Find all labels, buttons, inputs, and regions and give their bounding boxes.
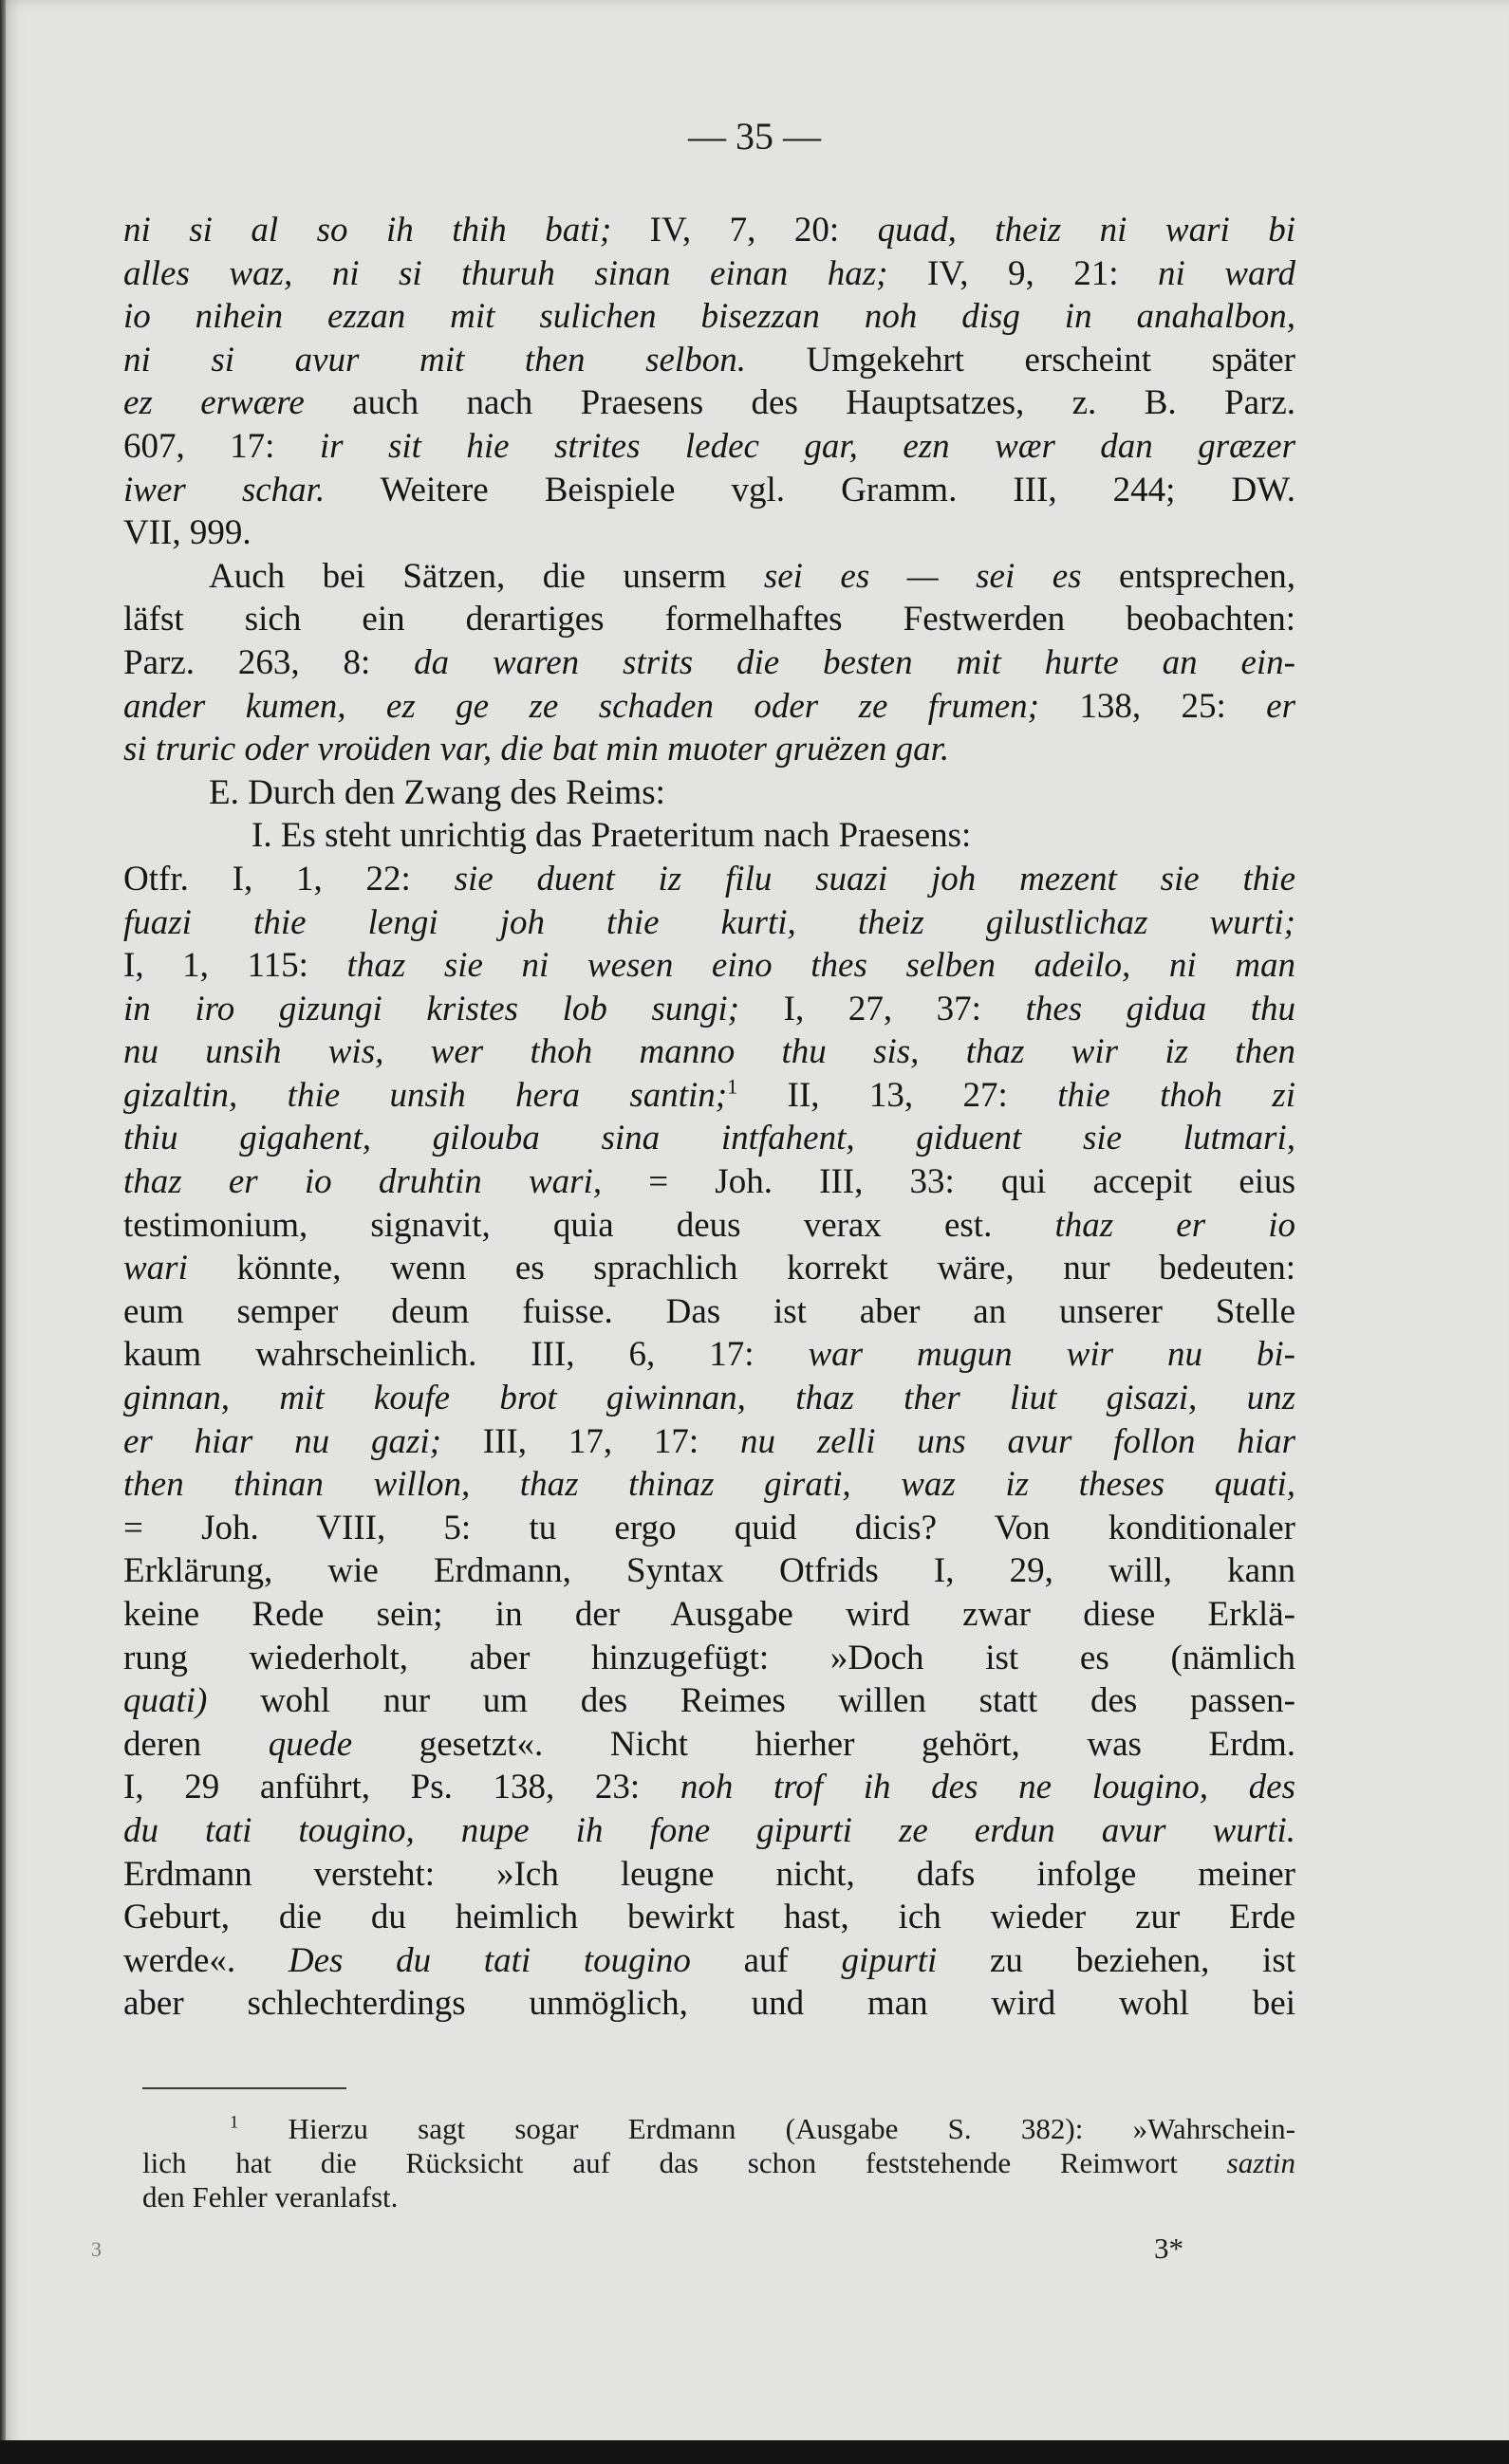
text-run: nu unsih wis, wer thoh manno thu sis, thaz wir iz then [123, 1032, 1295, 1072]
text-run: testimonium, signavit, quia deus verax est. [123, 1205, 1055, 1245]
text-run: den Fehler veranlafst. [142, 2180, 399, 2214]
body-line [123, 685, 1295, 729]
text-run: II, 13, 27: [737, 1075, 1058, 1115]
text-run: gizaltin, thie unsih hera santin; [123, 1075, 728, 1115]
text-run: du tati tougino, nupe ih fone gipurti ze erdun avur wurti. [123, 1810, 1295, 1850]
body-line [123, 1247, 1295, 1290]
text-run: si truric oder vroüden var, die bat min muoter gruëzen gar. [123, 730, 950, 769]
text-run: thaz sie ni wesen eino thes selben adeilo, ni man [346, 946, 1295, 986]
body-line [123, 1204, 1295, 1248]
body-line [123, 1593, 1295, 1637]
text-run: wari [123, 1249, 188, 1288]
body-line [123, 339, 1295, 382]
text-run: = Joh. III, 33: qui accepit eius [602, 1162, 1295, 1202]
text-run: Otfr. I, 1, 22: [123, 859, 455, 899]
text-run: auch nach Praesens des Hauptsatzes, z. B. Parz. [304, 383, 1295, 423]
body-line [123, 1290, 1295, 1334]
body-line [123, 295, 1295, 339]
text-run: then thinan willon, thaz thinaz girati, waz iz theses quati, [123, 1465, 1295, 1505]
signature-mark: 3* [1154, 2232, 1183, 2265]
footnote-rule [142, 2087, 346, 2089]
text-run: alles waz, ni si thuruh sinan einan haz; [123, 253, 888, 293]
text-run: 607, 17: [123, 426, 320, 466]
text-run: I, 27, 37: [739, 989, 1026, 1028]
body-line [123, 1982, 1295, 2026]
main-text [123, 209, 1295, 2026]
scan-bottom-edge [0, 2440, 1509, 2464]
text-run: thaz er io [1054, 1205, 1295, 1245]
text-run: I, 1, 115: [123, 946, 347, 986]
body-line [123, 901, 1295, 945]
text-run: quede [268, 1724, 353, 1764]
body-line [123, 1160, 1295, 1204]
body-line [123, 1723, 1295, 1767]
text-run: E. Durch den Zwang des Reims: [209, 772, 665, 812]
text-run: Auch bei Sätzen, die unserm [209, 556, 764, 596]
footnote-line [142, 2112, 1295, 2146]
text-run: könnte, wenn es sprachlich korrekt wäre, nur bedeuten: [187, 1249, 1295, 1288]
body-line [123, 555, 1295, 599]
body-line [123, 511, 1295, 555]
text-run: Geburt, die du heimlich bewirkt hast, ich wieder zur Erde [123, 1898, 1295, 1937]
text-run: Parz. 263, 8: [123, 642, 415, 682]
footnote-marker: 1 [230, 2112, 239, 2133]
text-run: III, 17, 17: [440, 1421, 740, 1461]
text-run: ginnan, mit koufe brot giwinnan, thaz ther liut gisazi, unz [123, 1379, 1295, 1418]
text-run: VII, 999. [123, 513, 252, 553]
body-line [123, 858, 1295, 901]
margin-mark: 3 [91, 2237, 102, 2261]
footnote-line [142, 2180, 1295, 2214]
text-run: ander kumen, ez ge ze schaden oder ze frumen; [123, 686, 1039, 726]
body-line [123, 771, 1295, 815]
text-run: IV, 7, 20: [611, 211, 878, 250]
text-run: sie duent iz filu suazi joh mezent sie thie [454, 859, 1295, 899]
text-run: fuazi thie lengi joh thie kurti, theiz gilustlichaz wurti; [123, 902, 1295, 942]
text-run: auf [690, 1940, 842, 1980]
body-line [123, 1507, 1295, 1550]
text-run: thie thoh zi [1057, 1075, 1295, 1115]
text-run: wohl nur um des Reimes willen statt des passen- [207, 1681, 1295, 1721]
text-run: Weitere Beispiele vgl. Gramm. III, 244; DW. [325, 470, 1295, 509]
body-line [123, 728, 1295, 771]
text-run: Umgekehrt erscheint später [745, 340, 1295, 380]
page-number: — 35 — [688, 115, 821, 157]
text-run: ir sit hie strites ledec gar, ezn wær dan græzer [319, 426, 1295, 466]
body-line [123, 381, 1295, 425]
text-run: thiu gigahent, gilouba sina intfahent, giduent sie lutmari, [123, 1119, 1295, 1158]
text-run: Hierzu sagt sogar Erdmann (Ausgabe S. 382): »Wahrschein- [238, 2112, 1295, 2145]
body-line [123, 1549, 1295, 1593]
text-run: eum semper deum fuisse. Das ist aber an unserer Stelle [123, 1291, 1295, 1331]
body-line [123, 469, 1295, 512]
text-run: ni ward [1158, 253, 1295, 293]
body-line [123, 252, 1295, 296]
text-run: gipurti [841, 1940, 938, 1980]
text-run: ni si al so ih thih bati; [123, 211, 612, 250]
body-line [123, 1074, 1295, 1118]
body-line [123, 944, 1295, 988]
text-run: iwer schar. [123, 470, 326, 509]
body-line [123, 209, 1295, 252]
body-line [123, 425, 1295, 469]
text-run: sei es — sei es [763, 556, 1082, 596]
body-line [123, 1679, 1295, 1723]
text-run: entsprechen, [1081, 556, 1295, 596]
body-line [123, 1766, 1295, 1809]
text-run: quad, theiz ni wari bi [877, 211, 1295, 250]
text-run: = Joh. VIII, 5: tu ergo quid dicis? Von konditionaler [123, 1508, 1295, 1547]
body-line [123, 1853, 1295, 1897]
text-run: rung wiederholt, aber hinzugefügt: »Doch ist es (nämlich [123, 1638, 1295, 1677]
text-run: IV, 9, 21: [887, 253, 1159, 293]
body-line [123, 1637, 1295, 1680]
page-spine-edge [0, 0, 6, 2464]
text-run: da waren strits die besten mit hurte an ein- [414, 642, 1295, 682]
text-run: werde«. [123, 1940, 289, 1980]
text-run: io nihein ezzan mit sulichen bisezzan noh disg in anahalbon, [123, 297, 1295, 337]
footnote-marker: 1 [727, 1074, 738, 1099]
text-run: gesetzt«. Nicht hierher gehört, was Erdm. [352, 1724, 1295, 1764]
body-line [123, 1896, 1295, 1939]
text-run: er [1266, 686, 1295, 726]
body-line [123, 598, 1295, 641]
body-line [123, 1463, 1295, 1507]
body-line [123, 1117, 1295, 1160]
text-run: ni si avur mit then selbon. [123, 340, 746, 380]
text-run: 138, 25: [1038, 686, 1267, 726]
body-line [123, 1420, 1295, 1464]
body-line [123, 1809, 1295, 1853]
body-line [123, 814, 1295, 858]
text-run: noh trof ih des ne lougino, des [680, 1768, 1295, 1807]
text-run: Erklärung, wie Erdmann, Syntax Otfrids I, 29, will, kann [123, 1551, 1295, 1591]
text-run: ez erwære [123, 383, 305, 423]
text-run: er hiar nu gazi; [123, 1421, 441, 1461]
text-run: aber schlechterdings unmöglich, und man wird wohl bei [123, 1984, 1295, 2024]
footnote [142, 2112, 1295, 2214]
text-run: I, 29 anführt, Ps. 138, 23: [123, 1768, 680, 1807]
text-run: kaum wahrscheinlich. III, 6, 17: [123, 1335, 809, 1375]
text-run: zu beziehen, ist [937, 1940, 1295, 1980]
text-run: saztin [1226, 2146, 1295, 2179]
body-line [123, 1377, 1295, 1420]
text-run: Erdmann versteht: »Ich leugne nicht, dafs infolge meiner [123, 1854, 1295, 1894]
text-run: Des du tati tougino [288, 1940, 691, 1980]
text-run: thaz er io druhtin wari, [123, 1162, 603, 1202]
body-line [123, 1333, 1295, 1377]
text-run: läfst sich ein derartiges formelhaftes Festwerden beobachten: [123, 600, 1295, 639]
text-run: quati) [123, 1681, 208, 1721]
body-line [123, 1030, 1295, 1074]
text-run: war mugun wir nu bi- [808, 1335, 1295, 1375]
body-line [123, 988, 1295, 1031]
text-run: deren [123, 1724, 269, 1764]
text-run: I. Es steht unrichtig das Praeteritum nach Praesens: [252, 816, 972, 856]
text-run: thes gidua thu [1025, 989, 1295, 1028]
text-run: nu zelli uns avur follon hiar [740, 1421, 1295, 1461]
text-run: lich hat die Rücksicht auf das schon feststehende Reimwort [142, 2146, 1227, 2179]
footnote-line [142, 2146, 1295, 2180]
body-line [123, 641, 1295, 685]
text-run: in iro gizungi kristes lob sungi; [123, 989, 740, 1028]
body-line [123, 1939, 1295, 1983]
text-run: keine Rede sein; in der Ausgabe wird zwar diese Erklä- [123, 1595, 1295, 1634]
